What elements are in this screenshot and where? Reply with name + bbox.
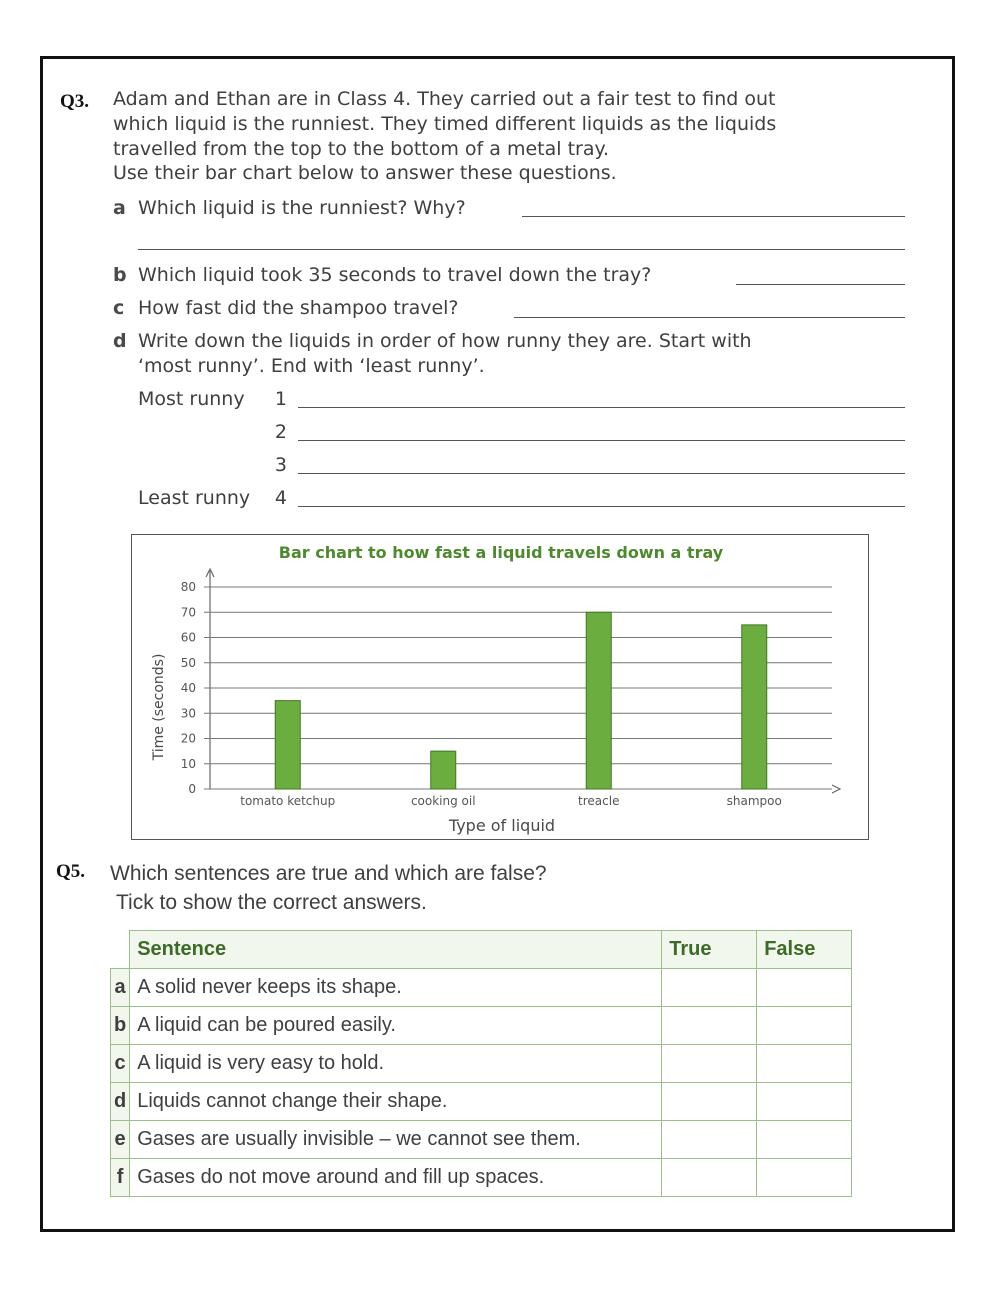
q5-intro-line-2: Tick to show the correct answers. [116, 891, 427, 914]
true-false-table [110, 930, 852, 1197]
q3b-label: b [113, 264, 127, 286]
q3-intro-line-1: Adam and Ethan are in Class 4. They carried out a fair test to find out [113, 88, 776, 110]
true-tick-cell[interactable] [662, 1083, 757, 1121]
y-tick-label: 40 [180, 681, 196, 695]
header-blank-cell [111, 931, 130, 969]
bar-cooking-oil [431, 751, 456, 789]
rank-4: 4 [274, 487, 287, 509]
q3d-label: d [113, 330, 127, 352]
x-tick-label: treacle [578, 794, 620, 808]
row-letter: a [111, 969, 130, 1007]
rank-2: 2 [274, 421, 287, 443]
row-letter: c [111, 1045, 130, 1083]
q3a-label: a [113, 197, 126, 219]
table-row [111, 1045, 852, 1083]
most-runny-label: Most runny [138, 388, 245, 410]
rank-1-answer-line[interactable] [298, 407, 905, 408]
true-tick-cell[interactable] [662, 1121, 757, 1159]
false-tick-cell[interactable] [757, 969, 852, 1007]
row-sentence: A solid never keeps its shape. [130, 969, 662, 1007]
q3-number: Q3. [60, 91, 90, 112]
y-tick-label: 70 [180, 605, 196, 620]
table-row [111, 1083, 852, 1121]
y-tick-label: 30 [180, 706, 196, 721]
rank-1: 1 [274, 388, 287, 410]
x-tick-label: tomato ketchup [240, 794, 336, 808]
q3a-question: Which liquid is the runniest? Why? [138, 197, 466, 219]
y-axis-label: Time (seconds) [151, 653, 167, 761]
chart-title: Bar chart to how fast a liquid travels down a tray [278, 543, 724, 562]
row-letter: e [111, 1121, 130, 1159]
false-tick-cell[interactable] [757, 1007, 852, 1045]
table-header-row [111, 931, 852, 969]
false-tick-cell[interactable] [757, 1121, 852, 1159]
row-sentence: A liquid can be poured easily. [130, 1007, 662, 1045]
row-letter: f [111, 1159, 130, 1197]
table-row [111, 1007, 852, 1045]
least-runny-label: Least runny [138, 487, 251, 509]
true-tick-cell[interactable] [662, 1159, 757, 1197]
row-letter: b [111, 1007, 130, 1045]
bar-tomato-ketchup [275, 701, 300, 789]
row-sentence: Liquids cannot change their shape. [130, 1083, 662, 1121]
q5-intro-line-1: Which sentences are true and which are false? [110, 862, 547, 885]
false-tick-cell[interactable] [757, 1083, 852, 1121]
x-tick-label: cooking oil [410, 794, 476, 808]
row-sentence: Gases are usually invisible – we cannot see them. [130, 1121, 662, 1159]
row-sentence: A liquid is very easy to hold. [130, 1045, 662, 1083]
q3b-answer-line[interactable] [736, 284, 905, 285]
row-sentence: Gases do not move around and fill up spaces. [130, 1159, 662, 1197]
true-tick-cell[interactable] [662, 1045, 757, 1083]
bar-chart-svg [132, 535, 870, 841]
y-tick-label: 50 [180, 655, 196, 670]
false-tick-cell[interactable] [757, 1159, 852, 1197]
rank-2-answer-line[interactable] [298, 440, 905, 441]
table-row [111, 1159, 852, 1197]
y-tick-label: 0 [188, 782, 196, 796]
bar-chart [131, 534, 869, 840]
header-sentence: Sentence [130, 931, 662, 969]
y-tick-label: 60 [180, 630, 196, 645]
q3-intro-line-3: travelled from the top to the bottom of a metal tray. [113, 138, 610, 160]
true-tick-cell[interactable] [662, 969, 757, 1007]
header-false: False [757, 931, 852, 969]
true-tick-cell[interactable] [662, 1007, 757, 1045]
q3c-question: How fast did the shampoo travel? [138, 297, 459, 319]
rank-4-answer-line[interactable] [298, 506, 905, 507]
x-axis-label: Type of liquid [448, 816, 556, 835]
x-tick-label: shampoo [726, 794, 782, 808]
table-row [111, 969, 852, 1007]
q3-intro-line-4: Use their bar chart below to answer these questions. [113, 162, 617, 184]
table-row [111, 1121, 852, 1159]
row-letter: d [111, 1083, 130, 1121]
header-true: True [662, 931, 757, 969]
q3-intro-line-2: which liquid is the runniest. They timed different liquids as the liquids [113, 113, 777, 135]
bar-shampoo [742, 625, 767, 789]
q5-number: Q5. [56, 861, 86, 882]
q3d-question-line-1: Write down the liquids in order of how runny they are. Start with [138, 330, 752, 352]
rank-3: 3 [274, 454, 287, 476]
false-tick-cell[interactable] [757, 1045, 852, 1083]
y-tick-label: 20 [180, 731, 196, 746]
q3d-question-line-2: ‘most runny’. End with ‘least runny’. [138, 355, 485, 377]
x-axis-arrow [832, 785, 840, 793]
q3c-answer-line[interactable] [514, 317, 905, 318]
q3a-answer-line-1[interactable] [522, 216, 905, 217]
y-tick-label: 10 [180, 756, 196, 771]
q3c-label: c [113, 297, 125, 319]
bar-treacle [586, 612, 611, 789]
q3b-question: Which liquid took 35 seconds to travel down the tray? [138, 264, 652, 286]
y-tick-label: 80 [180, 580, 196, 594]
q3a-answer-line-2[interactable] [138, 249, 905, 250]
rank-3-answer-line[interactable] [298, 473, 905, 474]
